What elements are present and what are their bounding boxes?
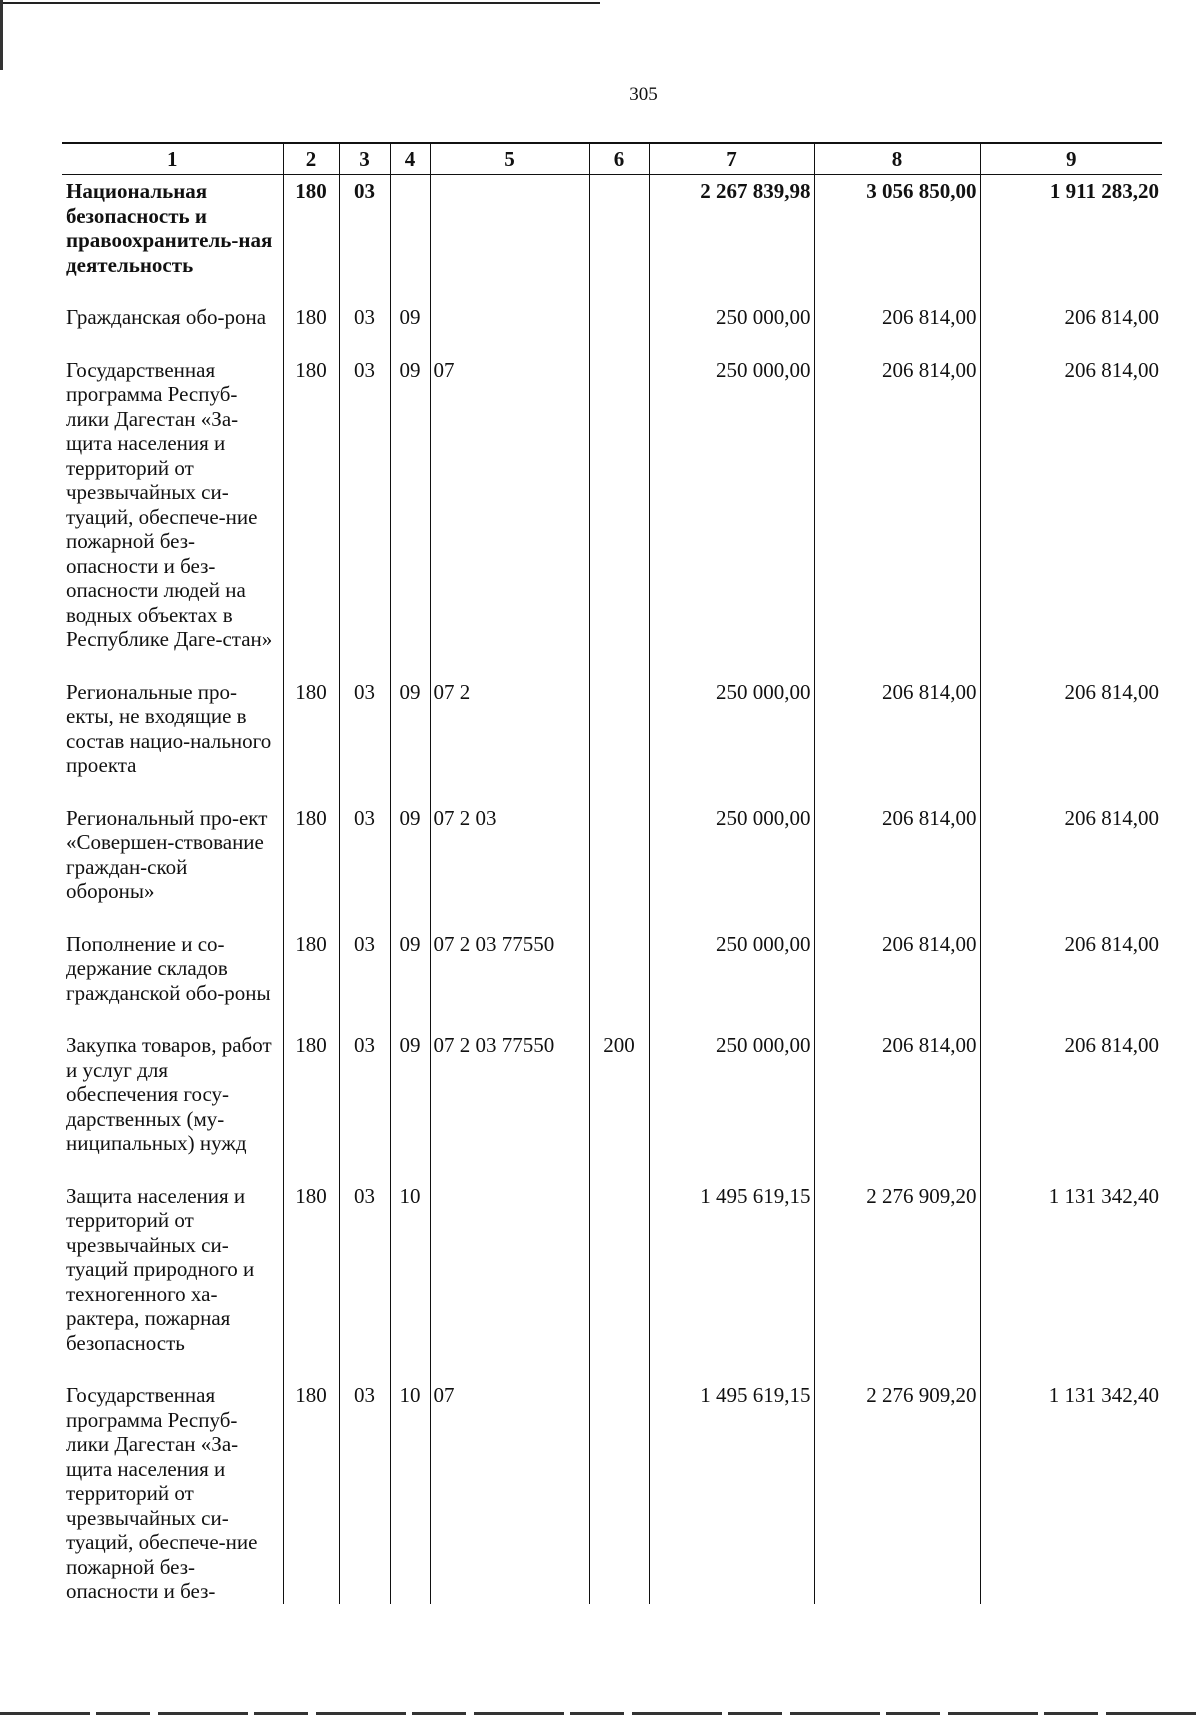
column-header: 4 — [390, 143, 430, 175]
cell-amount-7: 250 000,00 — [649, 354, 814, 676]
cell-target-code: 07 2 03 77550 — [430, 1029, 589, 1180]
scan-line — [0, 0, 3, 70]
row-name: Защита населения и территорий от чрезвычайных си-туаций природного и техногенного ха-рактера, пожарная безопасность — [66, 1183, 255, 1355]
cell-section-code: 03 — [339, 1029, 390, 1180]
cell-section-code: 03 — [339, 1379, 390, 1604]
cell-expense-type — [589, 301, 649, 354]
cell-subsection-code: 10 — [390, 1180, 430, 1380]
cell-amount-9: 206 814,00 — [980, 676, 1162, 802]
cell-section-code: 03 — [339, 802, 390, 928]
cell-target-code: 07 2 03 77550 — [430, 928, 589, 1030]
table-row — [62, 1379, 1162, 1604]
cell-expense-type — [589, 354, 649, 676]
cell-amount-9: 206 814,00 — [980, 354, 1162, 676]
cell-subsection-code: 09 — [390, 301, 430, 354]
cell-amount-8: 206 814,00 — [814, 802, 980, 928]
cell-subsection-code: 09 — [390, 928, 430, 1030]
cell-target-code: 07 — [430, 354, 589, 676]
cell-section-code: 03 — [339, 676, 390, 802]
scan-edge-top — [0, 0, 1200, 8]
cell-amount-9: 206 814,00 — [980, 1029, 1162, 1180]
row-name: Закупка товаров, работ и услуг для обеспечения госу-дарственных (му-ниципальных) нужд — [66, 1033, 272, 1155]
column-header: 1 — [62, 143, 283, 175]
cell-section-code: 03 — [339, 354, 390, 676]
cell-subsection-code: 09 — [390, 354, 430, 676]
cell-ministry-code: 180 — [283, 1379, 339, 1604]
cell-amount-9: 1 131 342,40 — [980, 1180, 1162, 1380]
column-header: 6 — [589, 143, 649, 175]
cell-expense-type — [589, 1180, 649, 1380]
cell-section-code: 03 — [339, 928, 390, 1030]
cell-expense-type — [589, 676, 649, 802]
cell-target-code — [430, 301, 589, 354]
cell-section-code: 03 — [339, 1180, 390, 1380]
cell-amount-8: 206 814,00 — [814, 676, 980, 802]
table-row — [62, 1029, 1162, 1180]
column-header: 8 — [814, 143, 980, 175]
cell-amount-7: 250 000,00 — [649, 301, 814, 354]
table-row — [62, 354, 1162, 676]
cell-amount-9: 1 131 342,40 — [980, 1379, 1162, 1604]
cell-target-code: 07 2 03 — [430, 802, 589, 928]
cell-expense-type: 200 — [589, 1029, 649, 1180]
row-name: Национальная безопасность и правоохранитель-ная деятельность — [66, 179, 273, 277]
column-header: 3 — [339, 143, 390, 175]
cell-amount-9: 206 814,00 — [980, 301, 1162, 354]
cell-amount-7: 250 000,00 — [649, 802, 814, 928]
cell-subsection-code: 09 — [390, 802, 430, 928]
cell-target-code — [430, 175, 589, 302]
cell-ministry-code: 180 — [283, 1180, 339, 1380]
row-name: Пополнение и со-держание складов гражданской обо-роны — [66, 931, 271, 1005]
cell-target-code — [430, 1180, 589, 1380]
cell-ministry-code: 180 — [283, 175, 339, 302]
column-header: 7 — [649, 143, 814, 175]
cell-amount-9: 206 814,00 — [980, 928, 1162, 1030]
cell-amount-8: 206 814,00 — [814, 928, 980, 1030]
row-name: Государственная программа Респуб-лики Дагестан «За-щита населения и территорий от чрезвычайных си-туаций, обеспече-ние пожарной без-опасности и без- — [66, 1383, 258, 1603]
cell-amount-7: 250 000,00 — [649, 676, 814, 802]
column-header: 5 — [430, 143, 589, 175]
cell-amount-8: 206 814,00 — [814, 301, 980, 354]
cell-subsection-code: 10 — [390, 1379, 430, 1604]
cell-amount-9: 1 911 283,20 — [980, 175, 1162, 302]
cell-amount-9: 206 814,00 — [980, 802, 1162, 928]
row-name: Региональные про-екты, не входящие в состав нацио-нального проекта — [66, 679, 272, 777]
table-row — [62, 175, 1162, 302]
cell-target-code: 07 — [430, 1379, 589, 1604]
table-header-row — [62, 143, 1162, 175]
cell-section-code: 03 — [339, 175, 390, 302]
table-row — [62, 802, 1162, 928]
cell-ministry-code: 180 — [283, 928, 339, 1030]
cell-amount-8: 3 056 850,00 — [814, 175, 980, 302]
cell-amount-7: 1 495 619,15 — [649, 1379, 814, 1604]
row-name: Региональный про-ект «Совершен-ствование граждан-ской обороны» — [66, 805, 268, 903]
cell-amount-7: 250 000,00 — [649, 928, 814, 1030]
column-header: 2 — [283, 143, 339, 175]
table-row — [62, 676, 1162, 802]
cell-ministry-code: 180 — [283, 301, 339, 354]
scan-line — [0, 2, 600, 4]
budget-table — [62, 142, 1162, 1604]
cell-expense-type — [589, 802, 649, 928]
cell-expense-type — [589, 175, 649, 302]
cell-section-code: 03 — [339, 301, 390, 354]
cell-expense-type — [589, 1379, 649, 1604]
cell-subsection-code — [390, 175, 430, 302]
cell-expense-type — [589, 928, 649, 1030]
column-header: 9 — [980, 143, 1162, 175]
row-name: Гражданская обо-рона — [66, 305, 267, 329]
table-row — [62, 1180, 1162, 1380]
cell-amount-7: 2 267 839,98 — [649, 175, 814, 302]
row-name: Государственная программа Респуб-лики Дагестан «За-щита населения и территорий от чрезвычайных си-туаций, обеспече-ние пожарной без-опасности и без-опасности людей на водных объектах в Республике Даге-стан» — [66, 357, 273, 651]
cell-ministry-code: 180 — [283, 802, 339, 928]
cell-amount-7: 1 495 619,15 — [649, 1180, 814, 1380]
page-number: 305 — [629, 84, 658, 105]
cell-amount-8: 206 814,00 — [814, 354, 980, 676]
cell-amount-8: 2 276 909,20 — [814, 1180, 980, 1380]
cell-amount-8: 206 814,00 — [814, 1029, 980, 1180]
cell-ministry-code: 180 — [283, 1029, 339, 1180]
cell-amount-7: 250 000,00 — [649, 1029, 814, 1180]
cell-ministry-code: 180 — [283, 354, 339, 676]
cell-amount-8: 2 276 909,20 — [814, 1379, 980, 1604]
cell-ministry-code: 180 — [283, 676, 339, 802]
table-row — [62, 301, 1162, 354]
scan-edge-bottom — [0, 1712, 1200, 1715]
cell-subsection-code: 09 — [390, 676, 430, 802]
table-row — [62, 928, 1162, 1030]
cell-target-code: 07 2 — [430, 676, 589, 802]
cell-subsection-code: 09 — [390, 1029, 430, 1180]
